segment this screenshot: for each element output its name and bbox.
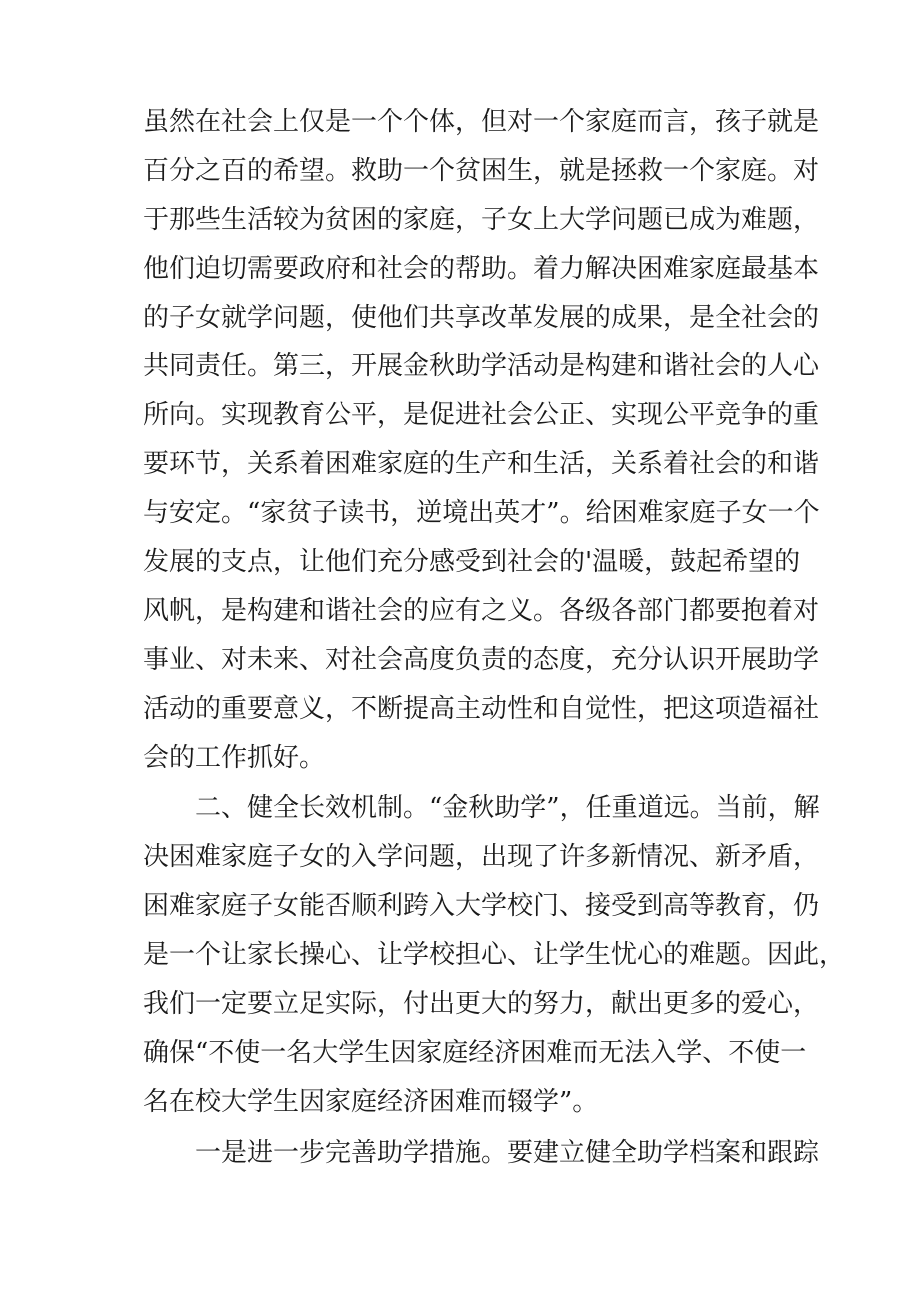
- text-line: 确保“不使一名大学生因家庭经济困难而无法入学、不使一: [143, 1037, 807, 1068]
- body-text: [143, 98, 846, 1178]
- text-line: 共同责任。第三，开展金秋助学活动是构建和谐社会的人心: [143, 351, 820, 382]
- text-line: 风帆，是构建和谐社会的应有之义。各级各部门都要抱着对: [143, 595, 820, 626]
- text-line: 虽然在社会上仅是一个个体，但对一个家庭而言，孩子就是: [143, 107, 820, 137]
- text-line: 是一个让家长操心、让学校担心、让学生忧心的难题。因此，: [143, 940, 846, 971]
- text-line: 我们一定要立足实际，付出更大的努力，献出更多的爱心，: [143, 989, 820, 1020]
- paragraph-heading-line: 二、健全长效机制。“金秋助学”，任重道远。当前，解: [143, 793, 820, 824]
- text-line: 要环节，关系着困难家庭的生产和生活，关系着社会的和谐: [143, 449, 820, 480]
- text-line: 他们迫切需要政府和社会的帮助。着力解决困难家庭最基本: [143, 253, 820, 284]
- text-line: 百分之百的希望。救助一个贫困生，就是拯救一个家庭。对: [143, 155, 820, 186]
- text-line: 活动的重要意义，不断提高主动性和自觉性，把这项造福社: [143, 693, 820, 724]
- text-line: 的子女就学问题，使他们共享改革发展的成果，是全社会的: [143, 302, 820, 333]
- text-line: 决困难家庭子女的入学问题，出现了许多新情况、新矛盾，: [143, 842, 820, 873]
- text-line: 与安定。“家贫子读书，逆境出英才”。给困难家庭子女一个: [143, 498, 820, 529]
- text-line: 困难家庭子女能否顺利跨入大学校门、接受到高等教育，仍: [143, 891, 820, 922]
- text-line: 于那些生活较为贫困的家庭，子女上大学问题已成为难题，: [143, 204, 820, 235]
- text-line: 会的工作抓好。: [143, 742, 326, 773]
- paragraph-heading-line: 一是进一步完善助学措施。要建立健全助学档案和跟踪: [143, 1137, 820, 1168]
- text-line: 所向。实现教育公平，是促进社会公正、实现公平竞争的重: [143, 400, 820, 431]
- text-line: 名在校大学生因家庭经济困难而辍学”。: [143, 1086, 599, 1117]
- text-line: 事业、对未来、对社会高度负责的态度，充分认识开展助学: [143, 644, 820, 675]
- text-line: 发展的支点，让他们充分感受到社会的'温暖，鼓起希望的: [143, 547, 801, 578]
